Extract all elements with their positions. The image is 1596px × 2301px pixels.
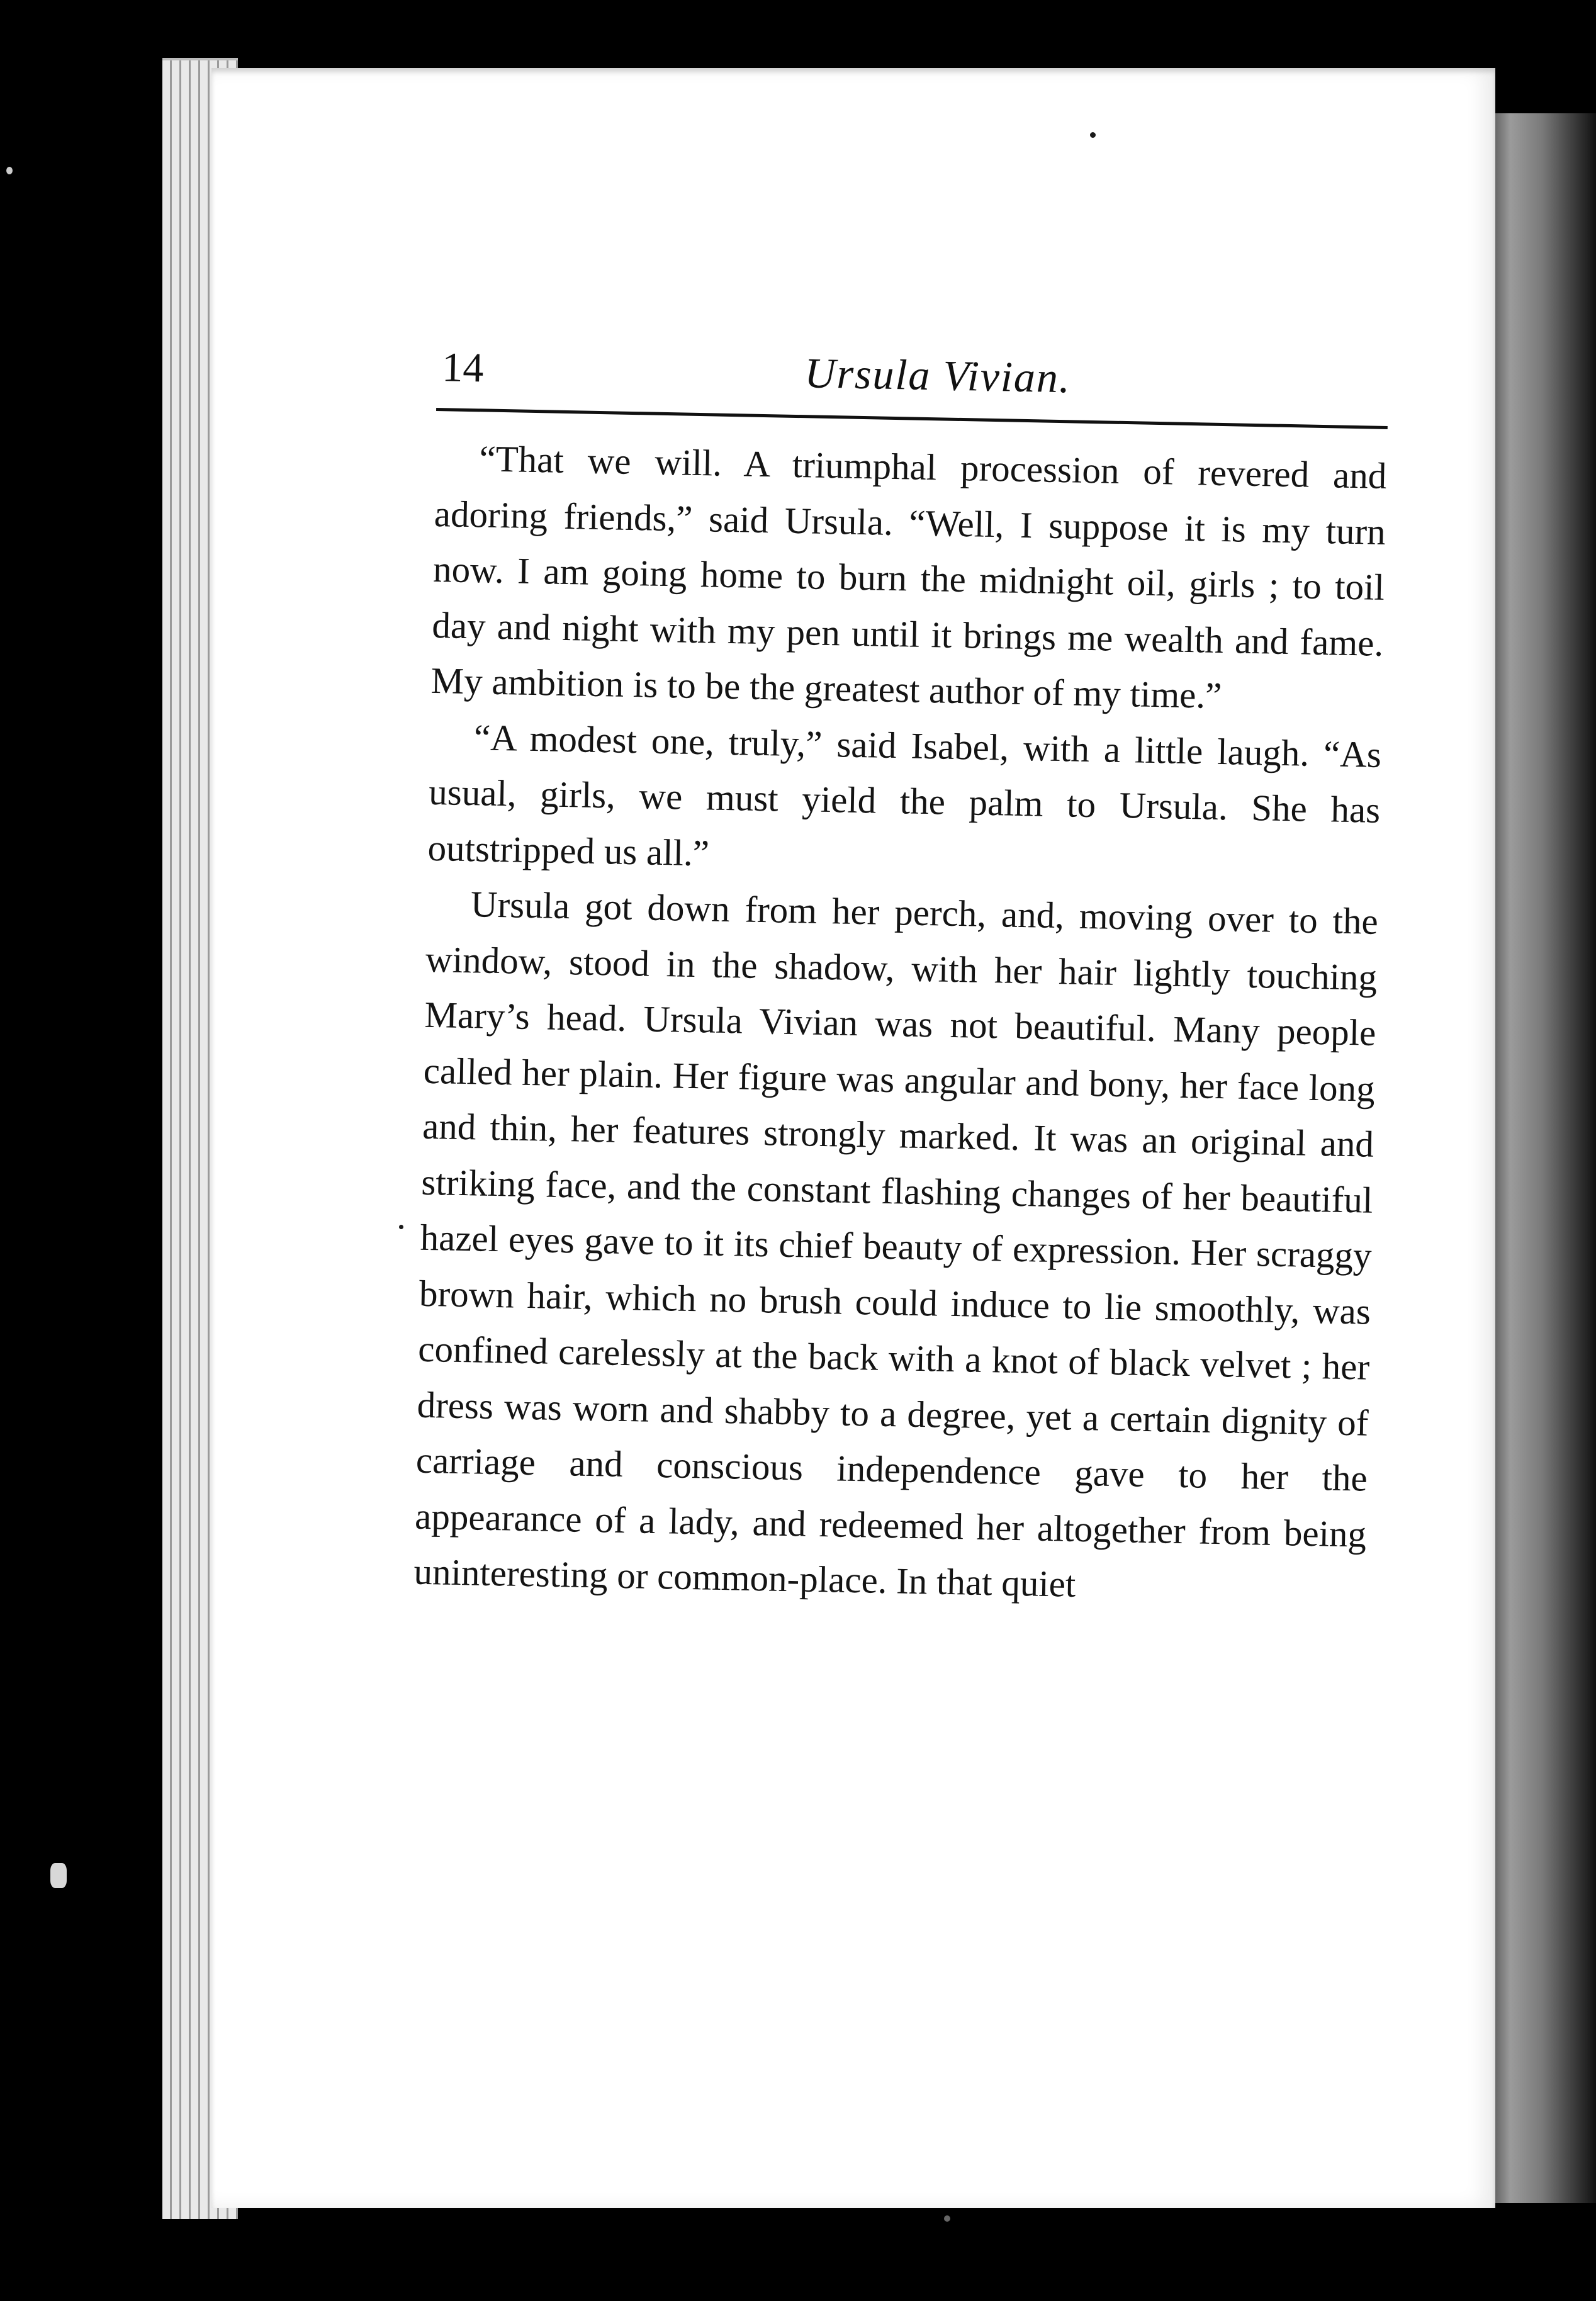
book-page: [211, 68, 1495, 2208]
scan-speck: [50, 1863, 67, 1888]
page-number: 14: [441, 344, 485, 391]
book-binding-shadow: [1492, 113, 1596, 2203]
body-text: [413, 430, 1387, 1617]
scan-speck: [944, 2215, 950, 2222]
paragraph: “That we will. A triumphal procession of revered and adoring friends,” said Ursula. “Well, I suppose it is my turn now. I am going home to burn the midnight oil, girls ; to toil day and night with my pen until it brings me wealth and fame. My ambition is to be the greatest author of my time.”: [430, 437, 1387, 717]
scan-speck: [6, 167, 13, 174]
scan-speck: [399, 1225, 403, 1229]
running-title: Ursula Vivian.: [804, 349, 1072, 402]
paragraph: Ursula got down from her perch, and, moving over to the window, stood in the shadow, with her hair lightly touching Mary’s head. Ursula Vivian was not beautiful. Many people called her plain. Her figure was angular and bony, her face long and thin, her features strongly marked. It was an original and striking face, and the constant flashing changes of her beautiful hazel eyes gave to it its chief beauty of expression. Her scraggy brown hair, which no brush could induce to lie smoothly, was confined carelessly at the back with a knot of black velvet ; her dress was worn and shabby to a degree, yet a certain dignity of carriage and conscious independence gave to her the appearance of a lady, and redeemed her altogether from being uninteresting or common-place. In that quiet: [413, 883, 1379, 1605]
scan-speck: [1090, 132, 1096, 138]
paragraph: “A modest one, truly,” said Isabel, with a little laugh. “As usual, girls, we must yield the palm to Ursula. She has outstripped us all.”: [427, 716, 1382, 874]
page-header: [436, 313, 1390, 429]
page-content: [413, 313, 1390, 1617]
